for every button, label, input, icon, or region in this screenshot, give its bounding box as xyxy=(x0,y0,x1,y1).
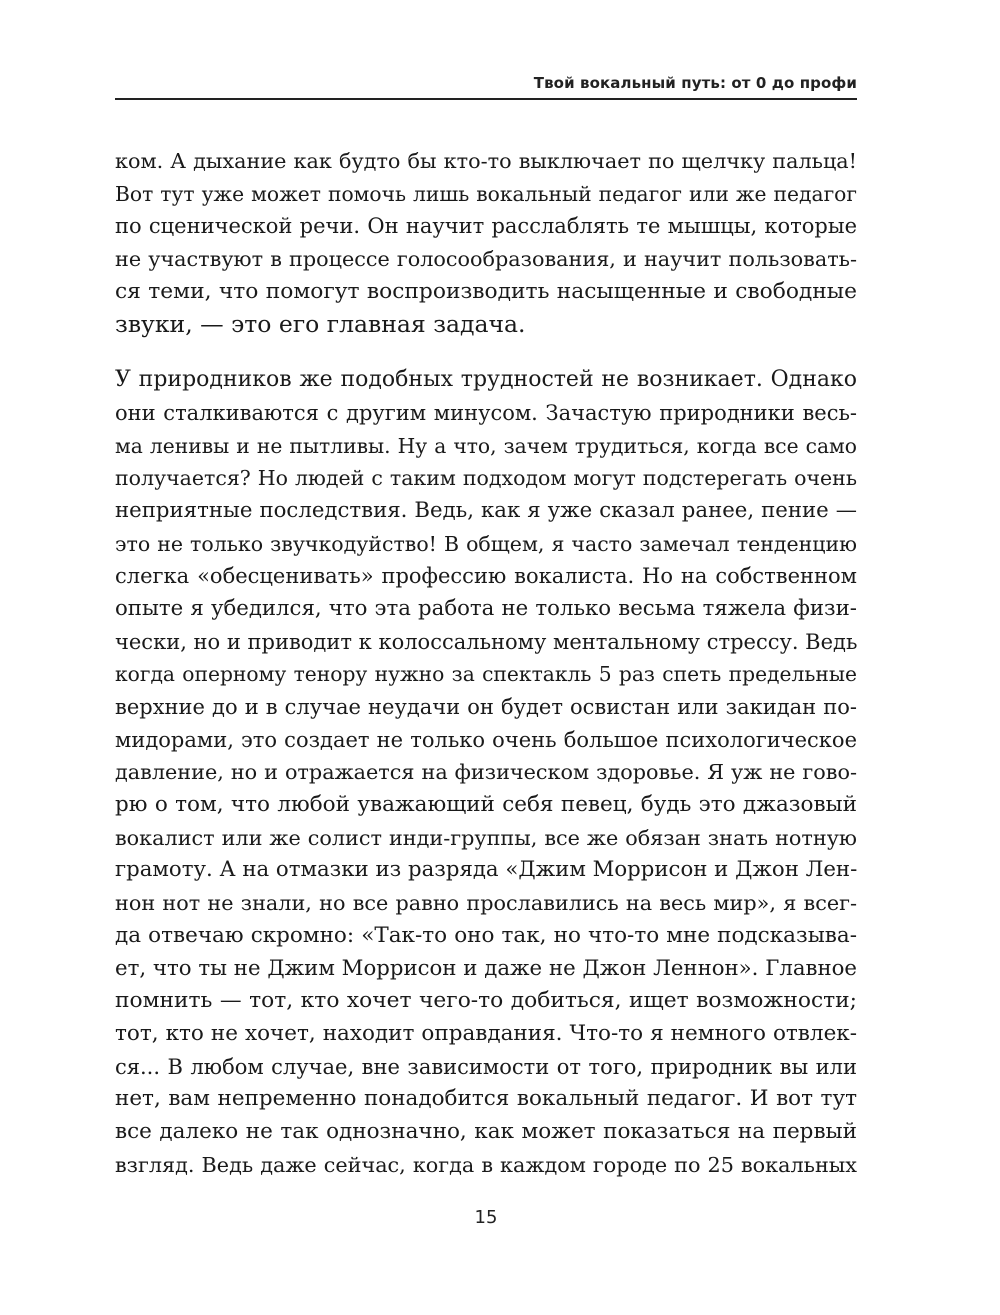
paragraph-gap xyxy=(115,341,857,364)
running-header: Твой вокальный путь: от 0 до профи xyxy=(533,74,857,92)
text-line: Вот тут уже может помочь лишь вокальный педагог или же педагог xyxy=(115,181,857,206)
text-line: помнить — тот, кто хочет чего-то добиться, ищет возможности; xyxy=(115,988,857,1014)
text-line: все далеко не так однозначно, как может показаться на первый xyxy=(115,1118,857,1144)
text-line: ма ленивы и не пытливы. Ну а что, зачем трудиться, когда все само xyxy=(115,433,857,458)
text-line: неприятные последствия. Ведь, как я уже сказал ранее, пение — xyxy=(115,497,857,523)
text-line: ся... В любом случае, вне зависимости от того, природник вы или xyxy=(115,1054,857,1079)
page-number: 15 xyxy=(474,1207,498,1228)
text-line: нет, вам непременно понадобится вокальный педагог. И вот тут xyxy=(115,1086,857,1112)
text-line: звуки, — это его главная задача. xyxy=(115,310,526,339)
text-line: вокалист или же солист инди-группы, все же обязан знать нотную xyxy=(115,825,857,850)
header-rule xyxy=(115,98,857,100)
text-line: по сценической речи. Он научит расслаблять те мышцы, которые xyxy=(115,214,857,239)
text-line: ком. А дыхание как будто бы кто-то выключает по щелчку пальца! xyxy=(115,149,857,173)
text-line: когда оперному тенору нужно за спектакль 5 раз спеть предельные xyxy=(115,662,857,687)
text-line: взгляд. Ведь даже сейчас, когда в каждом городе по 25 вокальных xyxy=(115,1152,857,1177)
text-line: ет, что ты не Джим Моррисон и даже не Джон Леннон». Главное xyxy=(115,955,857,981)
text-line: они сталкиваются с другим минусом. Зачастую природники весь- xyxy=(115,400,857,425)
text-line: это не только звучкодуйство! В общем, я часто замечал тенденцию xyxy=(115,531,857,556)
text-line: не участвуют в процессе голосообразования, и научит пользовать- xyxy=(115,247,857,272)
body-text xyxy=(115,145,857,1181)
text-line: опыте я убедился, что эта работа не только весьма тяжела физи- xyxy=(115,595,857,621)
text-line: У природников же подобных трудностей не возникает. Однако xyxy=(115,367,857,393)
text-line: рю о том, что любой уважающий себя певец, будь это джазовый xyxy=(115,792,857,818)
text-line: чески, но и приводит к колоссальному ментальному стрессу. Ведь xyxy=(115,629,858,654)
paragraph-2 xyxy=(115,364,857,1181)
text-line: давление, но и отражается на физическом здоровье. Я уж не гово- xyxy=(115,760,857,785)
text-line: слегка «обесценивать» профессию вокалиста. Но на собственном xyxy=(115,564,857,589)
text-line: верхние до и в случае неудачи он будет освистан или закидан по- xyxy=(115,695,857,719)
text-line: получается? Но людей с таким подходом могут подстерегать очень xyxy=(115,466,857,491)
text-line: мидорами, это создает не только очень большое психологическое xyxy=(115,727,857,752)
text-line: нон нот не знали, но все равно прославились на весь мир», я всег- xyxy=(115,891,857,916)
text-line: грамоту. А на отмазки из разряда «Джим Моррисон и Джон Лен- xyxy=(115,857,858,883)
text-line: тот, кто не хочет, находит оправдания. Что-то я немного отвлек- xyxy=(115,1020,857,1046)
text-line: ся теми, что помогут воспроизводить насыщенные и свободные xyxy=(115,278,857,304)
text-line: да отвечаю скромно: «Так-то оно так, но что-то мне подсказыва- xyxy=(115,922,857,948)
paragraph-1 xyxy=(115,145,857,341)
